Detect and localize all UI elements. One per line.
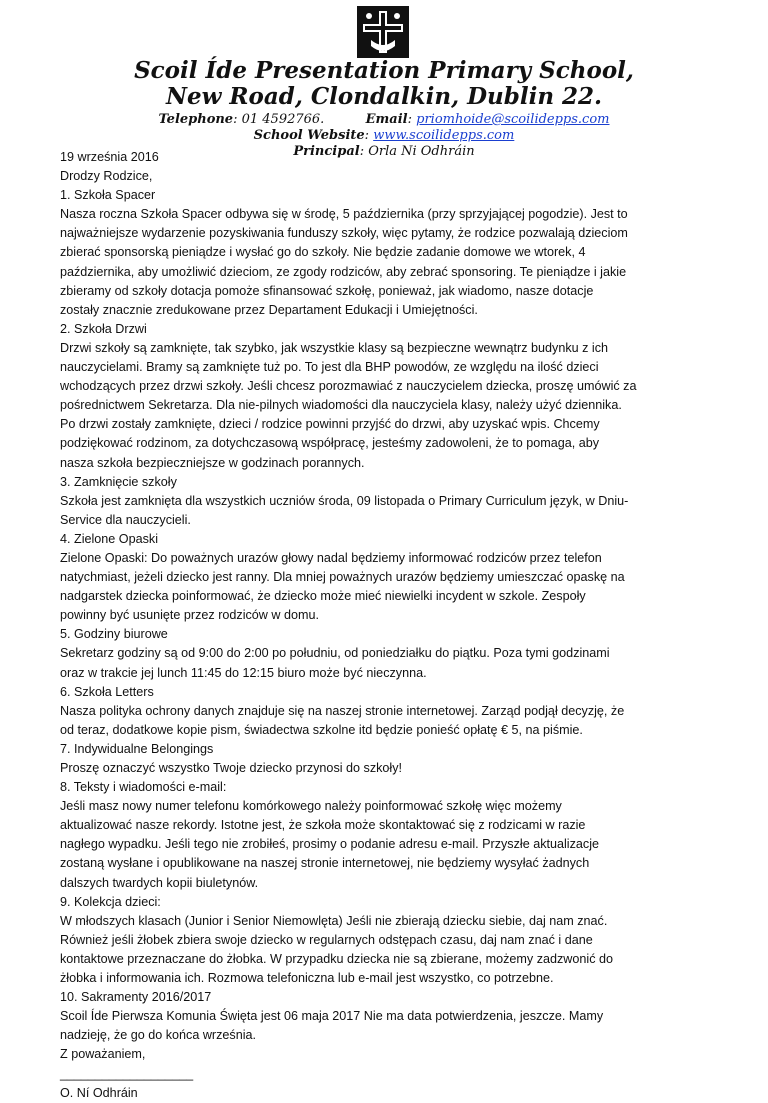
- letter-line: nagłego wypadku. Jeśli tego nie zrobiłeś, prosimy o podanie adresu e-mail. Przyszłe aktualizacje: [60, 837, 600, 852]
- principal-label: Principal: [293, 144, 360, 159]
- letter-line: zostały znacznie zredukowane przez Departament Edukacji i Umiejętności.: [60, 302, 478, 317]
- letter-line: zostaną wysłane i opublikowane na naszej stronie internetowej, nie będziemy wysyłać żadnych: [60, 856, 590, 871]
- letter-line: 1. Szkoła Spacer: [60, 188, 156, 203]
- letter-line: Service dla nauczycieli.: [60, 512, 191, 527]
- letter-line: Szkoła jest zamknięta dla wszystkich uczniów środa, 09 listopada o Primary Curriculum język, w Dniu-: [60, 493, 629, 508]
- letter-line: Jeśli masz nowy numer telefonu komórkowego należy poinformować szkołę więc możemy: [60, 799, 562, 814]
- principal-name: : Orla Ni Odhráin: [359, 144, 475, 159]
- letter-line: 10. Sakramenty 2016/2017: [60, 990, 212, 1005]
- school-crest-icon: [357, 6, 409, 58]
- letter-line: wchodzących przez drzwi szkoły. Jeśli chcesz porozmawiać z nauczycielem dziecka, proszę umówić za: [60, 379, 637, 394]
- school-crest-graphic: [357, 6, 409, 58]
- letter-line: zbieramy od szkoły dotacja pomoże sfinansować szkołę, ponieważ, jak wiadomo, nasze dotacje: [60, 283, 594, 298]
- letter-line: Sekretarz godziny są od 9:00 do 2:00 po południu, od poniedziałku do piątku. Poza tymi godzinami: [60, 646, 610, 661]
- letter-line: żłobka i informowania ich. Rozmowa telefoniczna lub e-mail jest wszystko, co potrzebne.: [60, 971, 554, 986]
- website-separator: :: [364, 128, 374, 143]
- telephone-value: : 01 4592766.: [233, 112, 325, 127]
- letter-line: 7. Indywidualne Belongings: [60, 741, 214, 756]
- website-link[interactable]: www.scoilidepps.com: [373, 128, 515, 143]
- letter-line: natychmiast, jeżeli dziecko jest ranny. Dla mniej poważnych urazów będziemy umieszczać opaskę na: [60, 570, 625, 585]
- letter-line: Proszę oznaczyć wszystko Twoje dziecko przynosi do szkoły!: [60, 761, 403, 775]
- letter-line: nauczycielami. Bramy są zamknięte tuż po. To jest dla BHP powodów, ze względu na ilość dzieci: [60, 360, 599, 375]
- letter-line: Drzwi szkoły są zamknięte, tak szybko, jak wszystkie klasy są bezpieczne wewnątrz budynku z ich: [60, 340, 609, 355]
- letter-line: Nasza polityka ochrony danych znajduje się na naszej stronie internetowej. Zarząd podjął decyzję, że: [60, 703, 625, 718]
- letter-line: Nasza roczna Szkoła Spacer odbywa się w środę, 5 października (przy sprzyjającej pogodzie). Jest to: [60, 207, 628, 222]
- letter-line: 6. Szkoła Letters: [60, 684, 154, 699]
- telephone-label: Telephone: [158, 112, 234, 127]
- signature-line: ___________________: [60, 1066, 194, 1081]
- letter-line: pośrednictwem Sekretarza. Dla nie-pilnych wiadomości dla nauczyciela klasy, należy użyć dziennika.: [60, 398, 622, 413]
- letter-line: nadzieję, że go do końca września.: [60, 1028, 257, 1043]
- letter-line: od teraz, dodatkowe kopie pism, świadectwa szkolne itd będzie ponieść opłatę € 5, na piśmie.: [60, 722, 583, 737]
- email-separator: :: [407, 112, 417, 127]
- letter-line: powinny być usunięte przez rodziców w domu.: [60, 608, 319, 623]
- letter-date: 19 września 2016: [60, 150, 159, 164]
- letter-line: Również jeśli żłobek zbiera swoje dziecko w regularnych odstępach czasu, daj nam znać i dane: [60, 932, 593, 947]
- letter-content: [60, 186, 720, 1045]
- contact-line: [0, 112, 768, 128]
- school-name: Scoil Íde Presentation Primary School,: [134, 57, 634, 84]
- letter-line: Zielone Opaski: Do poważnych urazów głowy nadal będziemy informować rodziców przez telefon: [60, 550, 602, 565]
- letter-line: 2. Szkoła Drzwi: [60, 321, 147, 336]
- letter-line: 5. Godziny biurowe: [60, 627, 168, 642]
- signature-name: O. Ní Odhráin: [60, 1085, 138, 1100]
- letter-line: 4. Zielone Opaski: [60, 531, 159, 546]
- letter-closing: Z poważaniem,: [60, 1047, 146, 1062]
- letter-line: października, aby umożliwić dzieciom, ze zgody rodziców, aby zebrać sponsoring. Te pieniądze i jakie: [60, 264, 627, 279]
- letter-line: Scoil Íde Pierwsza Komunia Święta jest 06 maja 2017 Nie ma data potwierdzenia, jeszcze. Mamy: [60, 1009, 604, 1024]
- letter-line: kontaktowe przeznaczane do żłobka. W przypadku dziecka nie są zbierane, możemy zadzwonić do: [60, 951, 614, 966]
- letter-line: nadgarstek dziecka poinformować, że dziecko może mieć niewielki incydent w szkole. Zespoły: [60, 589, 586, 604]
- website-label: School Website: [253, 128, 365, 143]
- email-label: Email: [365, 112, 408, 127]
- letter-line: Po drzwi zostały zamknięte, dzieci / rodzice powinni przyjść do drzwi, aby uzyskać wpis. Chcemy: [60, 417, 600, 432]
- letter-line: nasza szkoła bezpieczniejsze w godzinach porannych.: [60, 455, 365, 470]
- letterhead: [0, 58, 768, 160]
- letter-line: 9. Kolekcja dzieci:: [60, 894, 161, 909]
- letter-greeting: Drodzy Rodzice,: [60, 169, 153, 184]
- letter-line: W młodszych klasach (Junior i Senior Niemowlęta) Jeśli nie zbierają dziecku siebie, daj nam znać.: [60, 913, 608, 928]
- email-link[interactable]: priomhoide@scoilidepps.com: [416, 112, 610, 127]
- school-address: New Road, Clondalkin, Dublin 22.: [165, 83, 603, 110]
- letter-line: dalszych twardych kopii biuletynów.: [60, 875, 259, 890]
- letter-line: oraz w trakcie jej lunch 11:45 do 12:15 biuro może być nieczynna.: [60, 665, 427, 680]
- letter-line: 8. Teksty i wiadomości e-mail:: [60, 780, 227, 795]
- website-line: [0, 128, 768, 144]
- letter-line: podziękować rodzinom, za dotychczasową współpracę, jesteśmy zadowoleni, że to pomaga, aby: [60, 436, 600, 451]
- letter-line: 3. Zamknięcie szkoły: [60, 474, 177, 489]
- letter-line: aktualizować nasze rekordy. Istotne jest, że szkoła może skontaktować się z rodzicami w razie: [60, 818, 586, 833]
- letter-line: zbierać sponsorską pieniądze i wysłać go do szkoły. Nie będzie zadanie domowe we wtorek, 4: [60, 245, 586, 260]
- letter-body: [60, 148, 720, 1103]
- letter-line: najważniejsze wydarzenie pozyskiwania funduszy szkoły, więc pytamy, że rodzice pozwalają dzieciom: [60, 226, 628, 241]
